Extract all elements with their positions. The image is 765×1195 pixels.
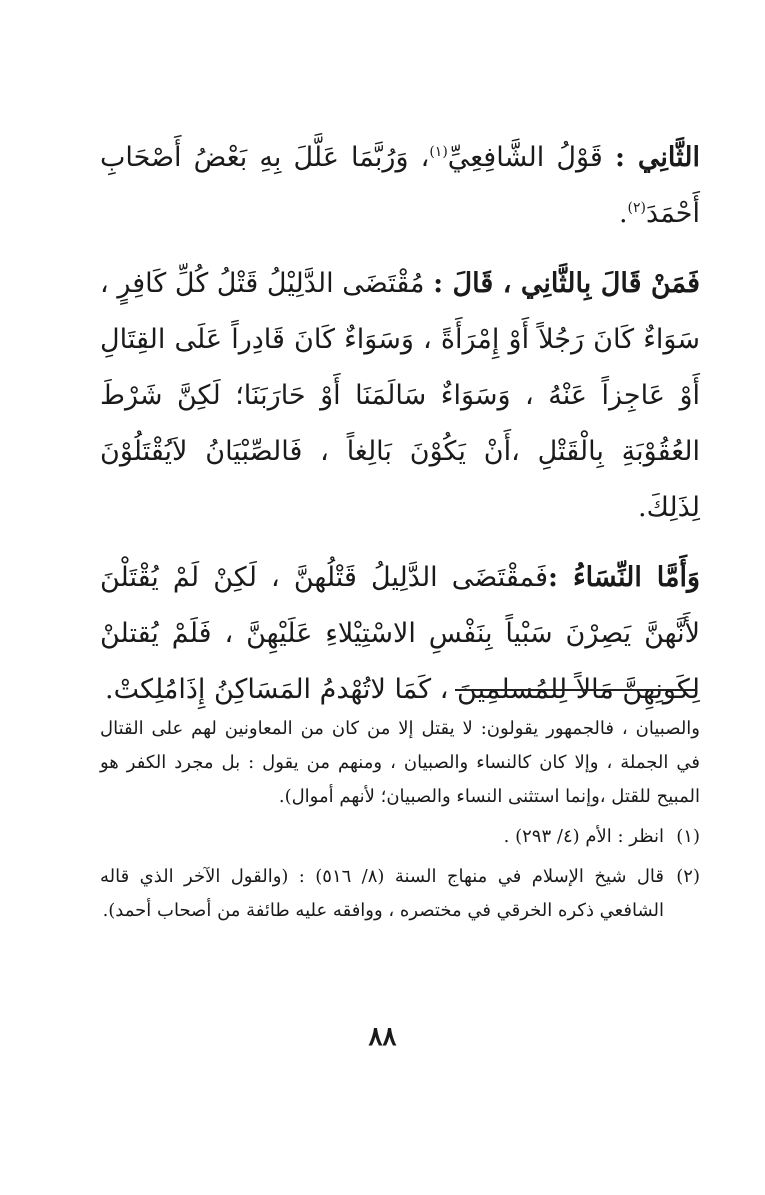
footnote-separator [455,689,697,691]
footnote-ref-1[interactable]: (١) [429,144,448,160]
paragraph-1-end: . [618,198,628,229]
page-number: ٨٨ [368,1022,397,1052]
footnote-2 [100,860,700,928]
footnote-2-number: (٢) [676,866,700,887]
footnote-2-text: قال شيخ الإسلام في منهاج السنة (٨/ ٥١٦) : (والقول الآخر الذي قاله الشافعي ذكره الخرقي في مختصره ، ووافقه عليه طائفة من أصحاب أحمد). [100,866,664,921]
footnote-1-number: (١) [676,826,700,847]
footnote-1 [100,820,700,854]
footnotes [100,712,700,928]
paragraph-2 [100,256,700,536]
paragraph-3-lead: وَأَمَّا النِّسَاءُ : [548,562,700,593]
footnote-ref-2[interactable]: (٢) [627,200,647,216]
paragraph-1-text-2: ، وَرُبَّمَا عَلَّلَ بِهِ بَعْضُ أَصْحَابِ أَحْمَدَ [100,142,700,229]
paragraph-3 [100,550,700,718]
paragraph-2-lead: فَمَنْ قَالَ بِالثَّانِي ، قَالَ : [433,268,700,299]
paragraph-1-lead: الثَّانِي : [614,142,700,173]
paragraph-2-text: مُقْتَضَى الدَّلِيْلُ قَتْلُ كُلِّ كَافِرٍ ، سَوَاءٌ كَانَ رَجُلاً أَوْ إِمْرَأَةً ، وَسَوَاءٌ كَانَ قَادِراً عَلَى القِتَالِ أَوْ عَاجِزاً عَنْهُ ، وَسَوَاءٌ سَالَمَنَا أَوْ حَارَبَنَا؛ لَكِنَّ شَرْطَ العُقُوْبَةِ بِالْقَتْلِ ،أَنْ يَكُوْنَ بَالِغاً ، فَالصِّبْيَانُ لاَيُقْتَلُوْنَ لِذَلِكَ. [100,268,700,523]
footnote-1-text: انظر : الأم (٤/ ٢٩٣) . [503,826,664,847]
paragraph-3-text: فَمقْتَضَى الدَّلِيلُ قَتْلُهنَّ ، لَكِنْ لَمْ يُقْتَلْنَ لأَنَّهنَّ يَصِرْنَ سَبْياً بِنَفْسِ الاسْتِيْلاءِ عَلَيْهِنَّ ، فَلَمْ يُقتلنْ لِكَونِهِنَّ مَالاً لِلمُسلمِينَ ، كَمَا لاتُهْدمُ المَسَاكِنُ إِذَامُلِكتْ. [100,562,700,705]
paragraph-1-text: قَوْلُ الشَّافِعِيِّ [447,142,615,173]
main-text [100,130,700,718]
footnote-continuation: والصبيان ، فالجمهور يقولون: لا يقتل إلا من كان من المعاونين لهم على القتال في الجملة ، وإلا كان كالنساء والصبيان ، ومنهم من يقول : بل مجرد الكفر هو المبيح للقتل ،وإنما استثنى النساء والصبيان؛ لأنهم أموال). [100,718,700,807]
paragraph-1 [100,130,700,242]
